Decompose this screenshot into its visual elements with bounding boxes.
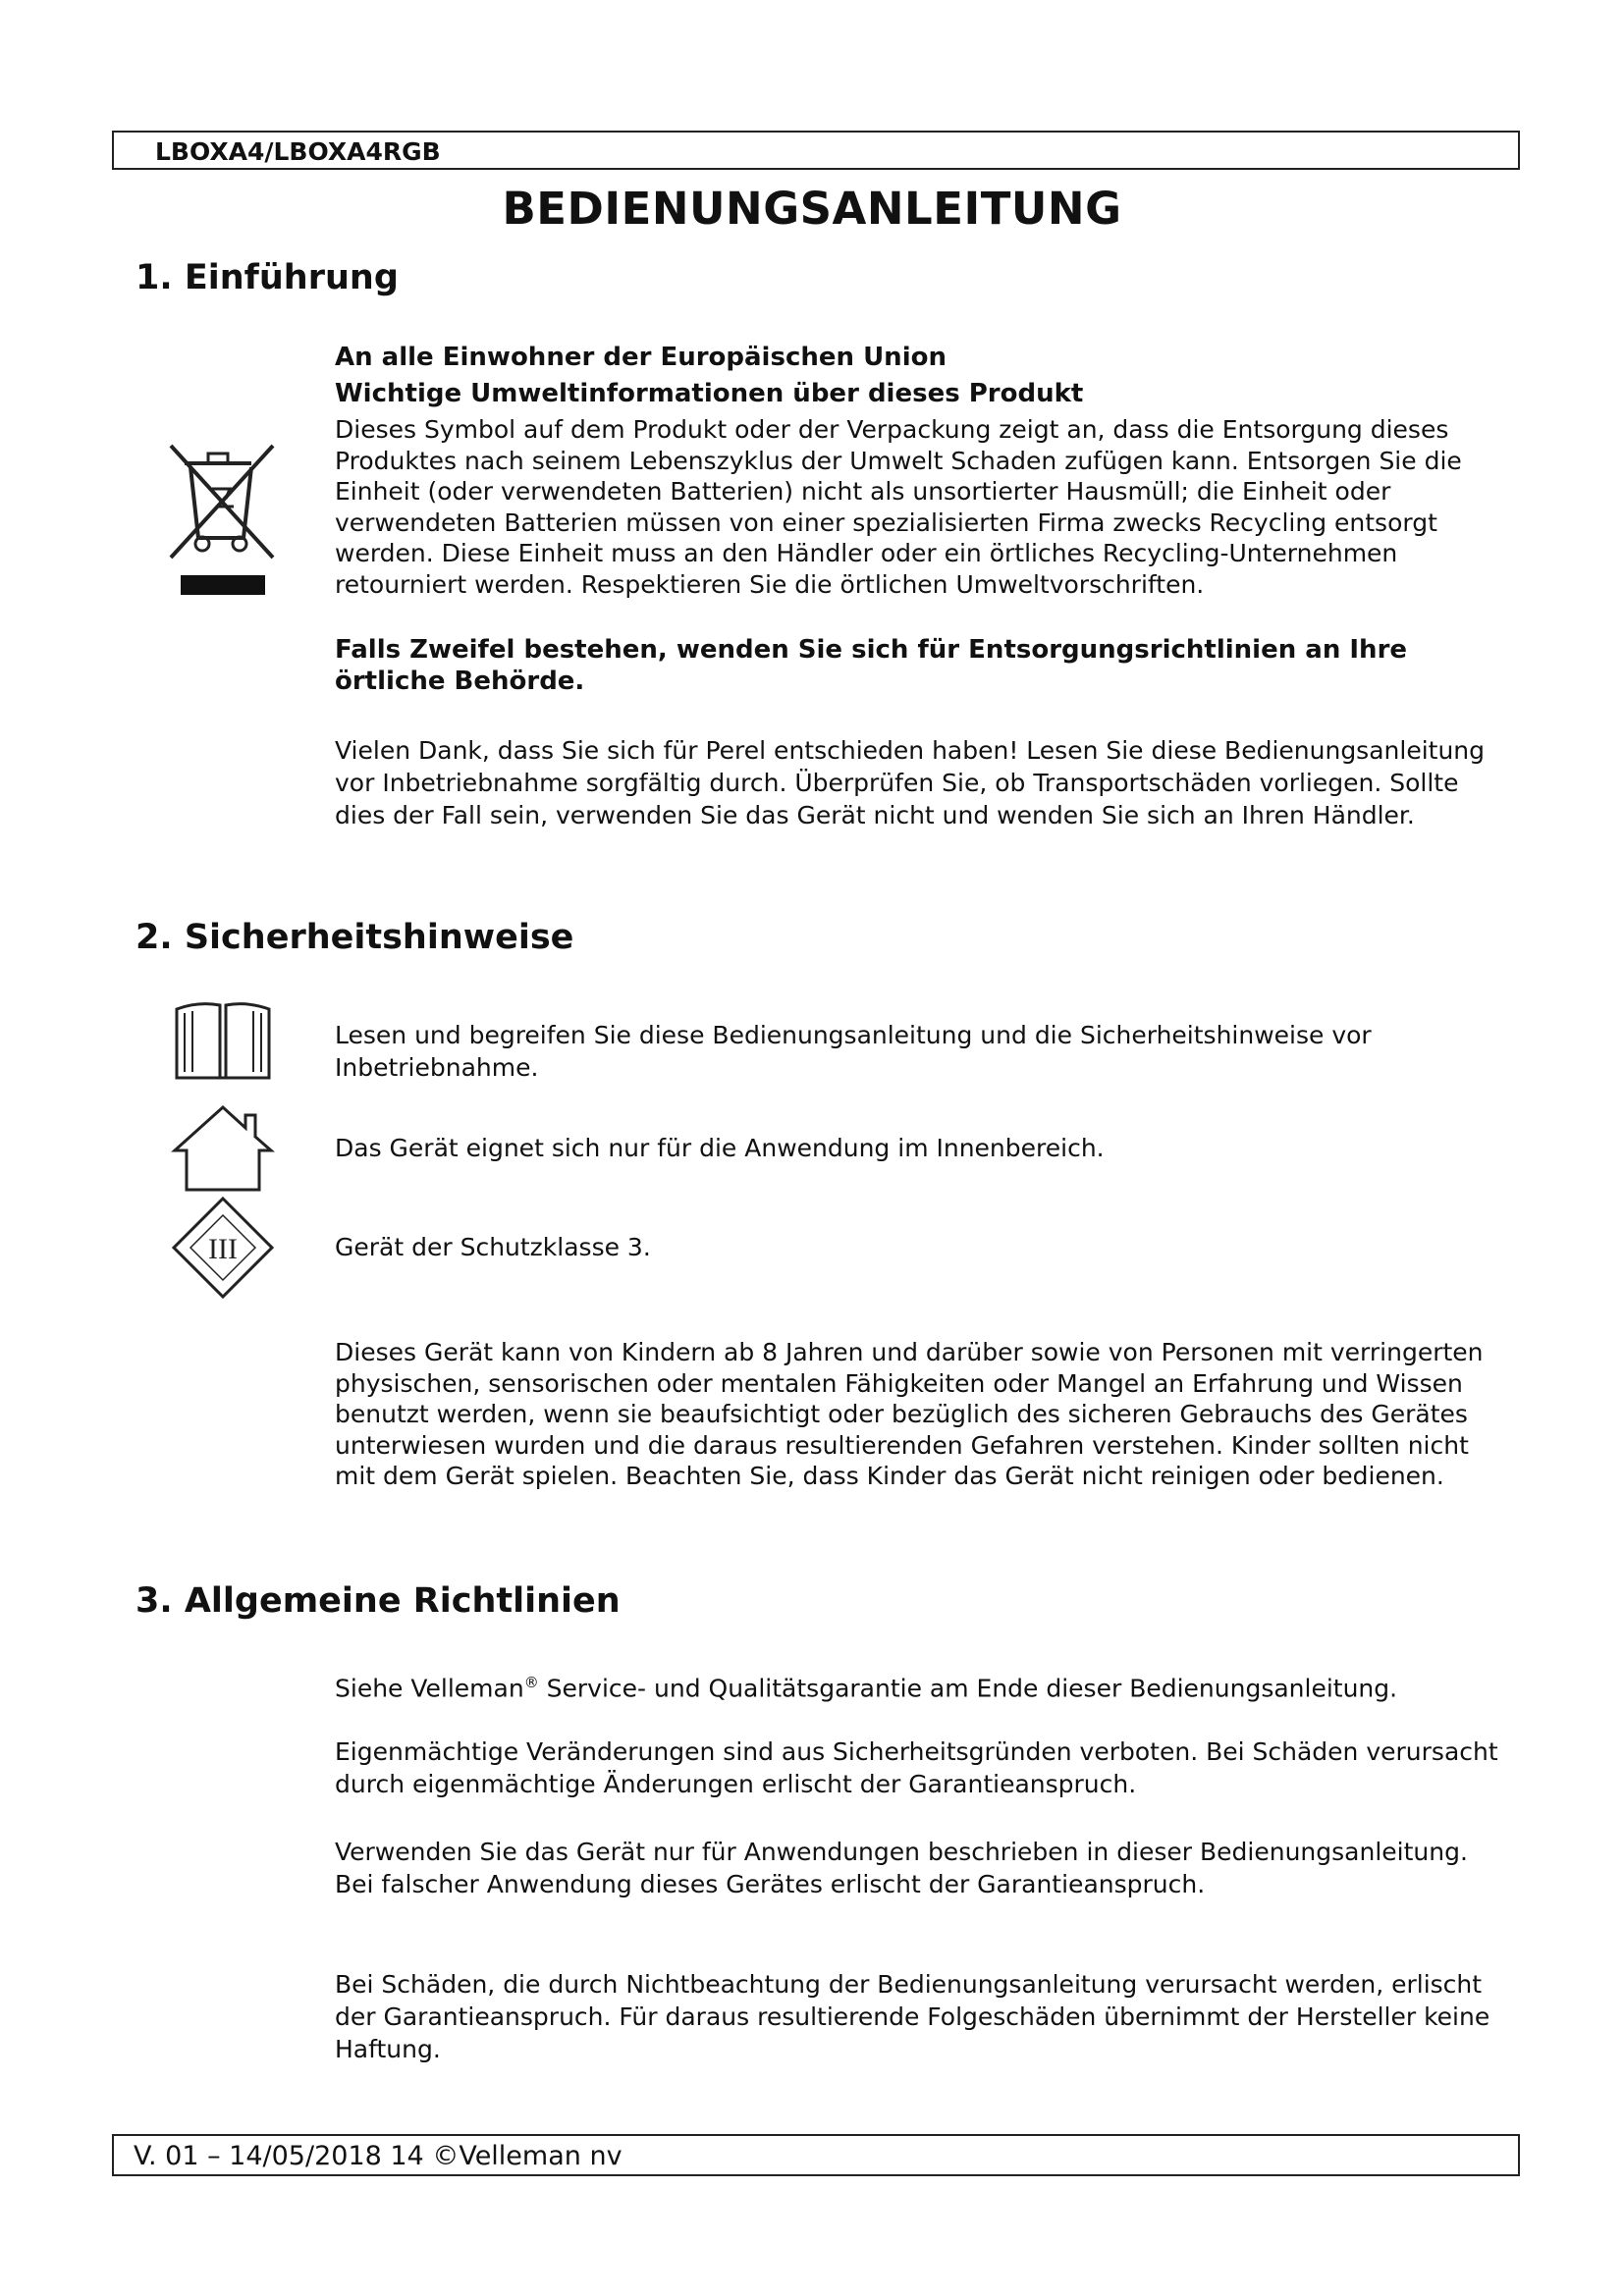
doubt-text: Falls Zweifel bestehen, wenden Sie sich für Entsorgungsrichtlinien an Ihre örtliche Behörde. [335,635,1408,696]
section-2-heading: 2. Sicherheitshinweise [135,918,574,957]
liability-text: Bei Schäden, die durch Nichtbeachtung der Bedienungsanleitung verursacht werden, erlischt der Garantieanspruch. Für daraus resultierende Folgeschäden übernimmt der Hersteller keine Haftung. [335,1970,1490,2063]
model-code: LBOXA4/LBOXA4RGB [155,137,441,166]
env-text: Dieses Symbol auf dem Produkt oder der Verpackung zeigt an, dass die Entsorgung dieses Produktes nach seinem Lebenszyklus der Umwelt Schaden zufügen kann. Entsorgen Sie die Einheit (oder verwendeten Batterien) nicht als unsortierter Hausmüll; die Einheit oder verwendeten Batterien müssen von einer spezialisierten Firma zwecks Recycling entsorgt werden. Diese Einheit muss an den Händler oder ein örtliches Recycling-Unternehmen retourniert werden. Respektieren Sie die örtlichen Umweltvorschriften. [335,415,1462,599]
class3-text: Gerät der Schutzklasse 3. [335,1233,651,1261]
warranty-text-post: Service- und Qualitätsgarantie am Ende dieser Bedienungsanleitung. [538,1674,1398,1703]
footer-text: V. 01 – 14/05/2018 14 ©Velleman nv [134,2141,623,2171]
document-title: BEDIENUNGSANLEITUNG [502,183,1122,235]
thanks-text: Vielen Dank, dass Sie sich für Perel entschieden haben! Lesen Sie diese Bedienungsanleitung vor Inbetriebnahme sorgfältig durch. Überprüfen Sie, ob Transportschäden vorliegen. Sollte dies der Fall sein, verwenden Sie das Gerät nicht und wenden Sie sich an Ihren Händler. [335,736,1486,829]
weee-crossed-bin-icon [165,442,279,599]
indoor-house-icon [171,1103,275,1194]
indoor-text: Das Gerät eignet sich nur für die Anwendung im Innenbereich. [335,1134,1105,1162]
usage-text: Verwenden Sie das Gerät nur für Anwendungen beschrieben in dieser Bedienungsanleitung. Bei falscher Anwendung dieses Gerätes erlischt der Garantieanspruch. [335,1838,1468,1898]
warranty-text [335,1667,1503,1704]
section-3-heading: 3. Allgemeine Richtlinien [135,1581,621,1621]
read-manual-book-icon [173,999,273,1084]
env-heading: Wichtige Umweltinformationen über dieses Produkt [335,379,1084,408]
read-manual-text: Lesen und begreifen Sie diese Bedienungsanleitung und die Sicherheitshinweise vor Inbetriebnahme. [335,1021,1372,1082]
modifications-text: Eigenmächtige Veränderungen sind aus Sicherheitsgründen verboten. Bei Schäden verursacht durch eigenmächtige Änderungen erlischt der Garantieanspruch. [335,1737,1498,1798]
page-header [112,131,1520,170]
protection-class-symbol: III [208,1233,238,1265]
protection-class-3-icon [171,1196,275,1300]
children-text: Dieses Gerät kann von Kindern ab 8 Jahren und darüber sowie von Personen mit verringerten physischen, sensorischen oder mentalen Fähigkeiten oder Mangel an Erfahrung und Wissen benutzt werden, wenn sie beaufsichtigt oder bezüglich des sicheren Gebrauchs des Gerätes unterwiesen wurden und die daraus resultierenden Gefahren verstehen. Kinder sollten nicht mit dem Gerät spielen. Beachten Sie, dass Kinder das Gerät nicht reinigen oder bedienen. [335,1338,1484,1490]
eu-heading: An alle Einwohner der Europäischen Union [335,343,947,372]
section-1-heading: 1. Einführung [135,258,399,297]
warranty-text-pre: Siehe Velleman [335,1674,524,1703]
registered-mark: ® [523,1674,539,1691]
page-footer [112,2134,1520,2176]
